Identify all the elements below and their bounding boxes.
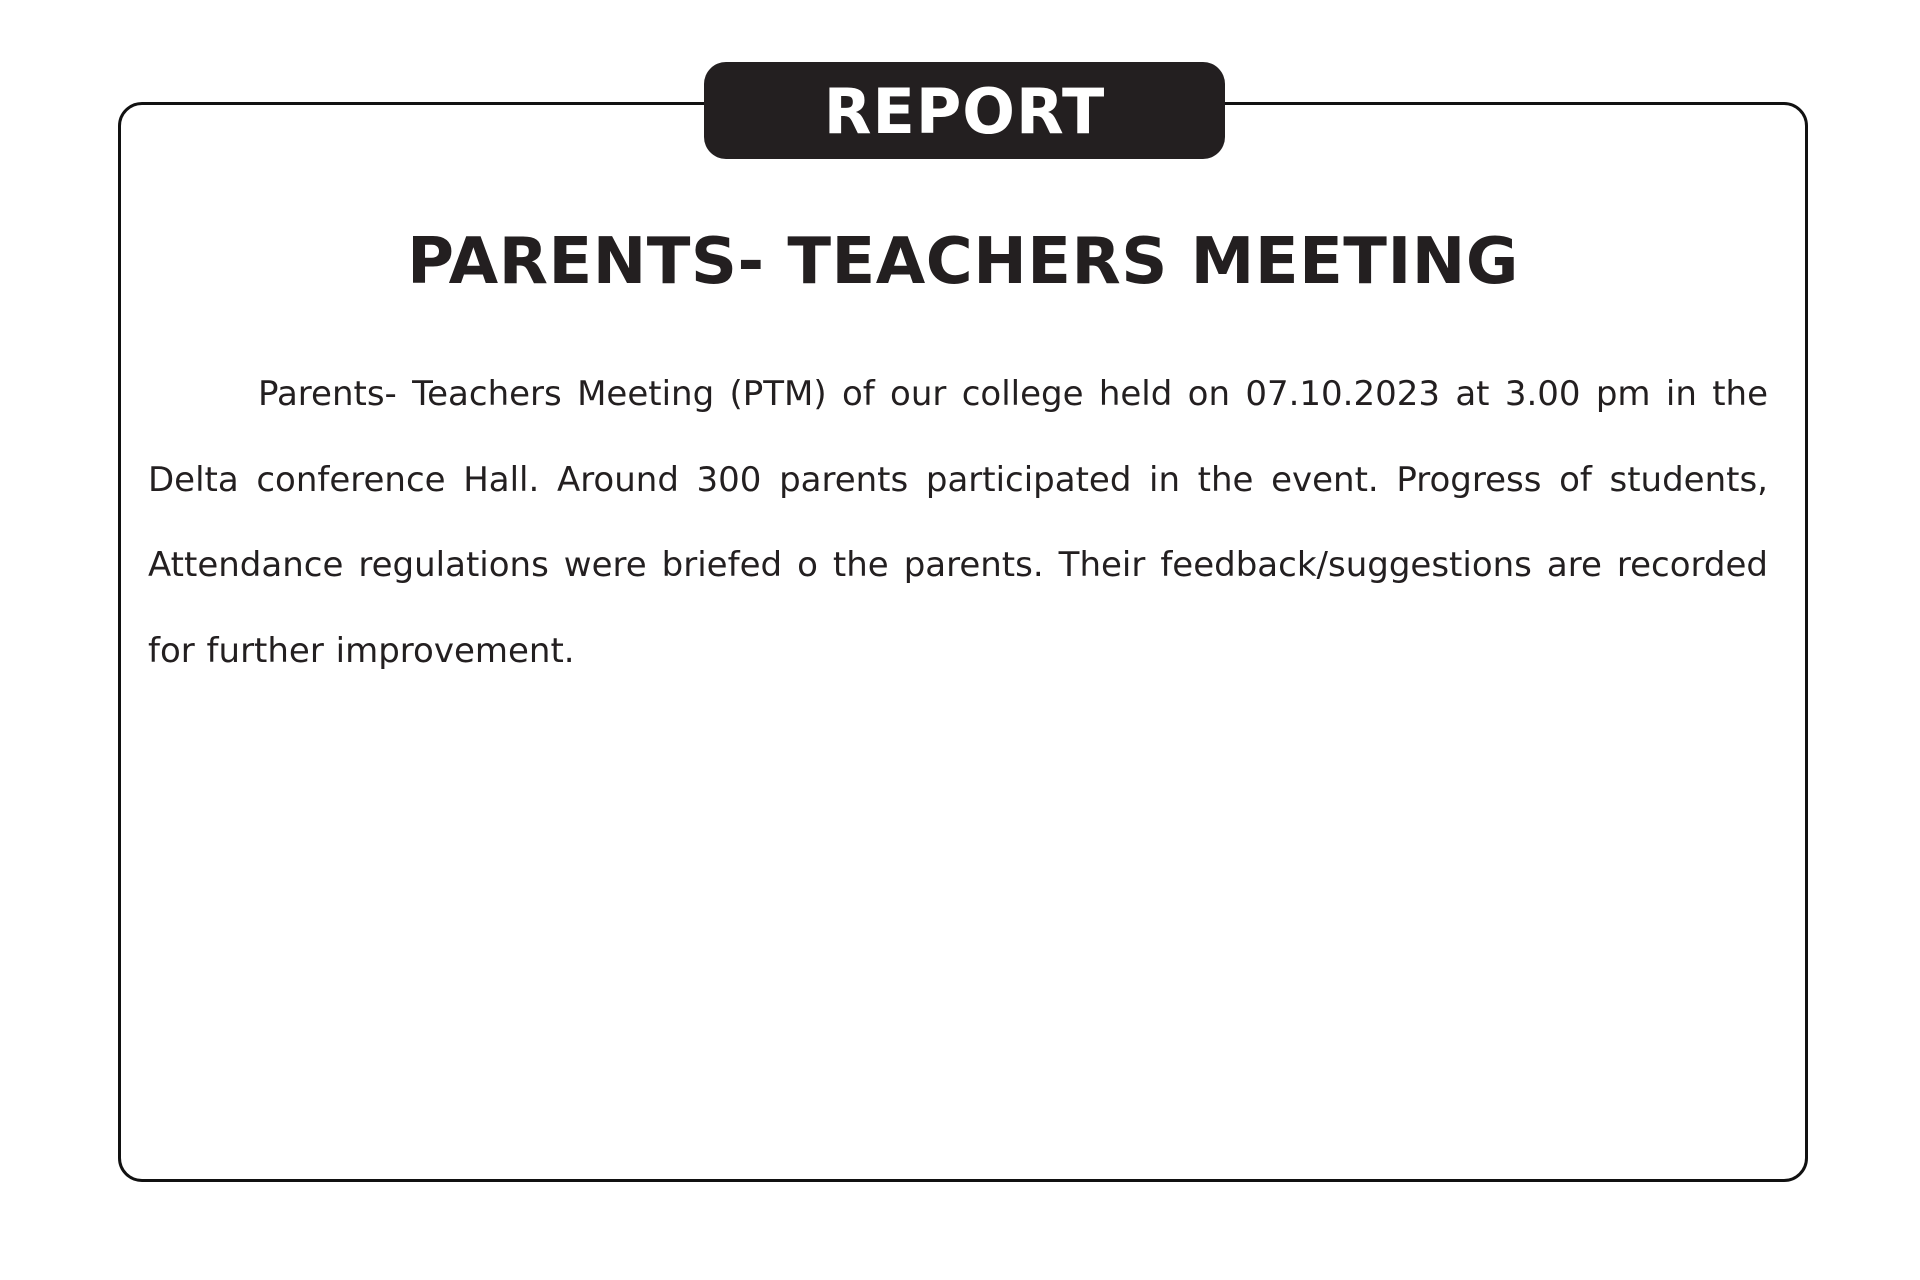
report-tab-label: REPORT: [704, 62, 1225, 159]
report-body-text: Parents- Teachers Meeting (PTM) of our college held on 07.10.2023 at 3.00 pm in the Delta conference Hall. Around 300 parents participated in the event. Progress of students, Attendance regulations were briefed o the parents. Their feedback/suggestions are recorded for further improvement.: [148, 374, 1768, 671]
report-heading: PARENTS- TEACHERS MEETING: [407, 225, 1519, 299]
